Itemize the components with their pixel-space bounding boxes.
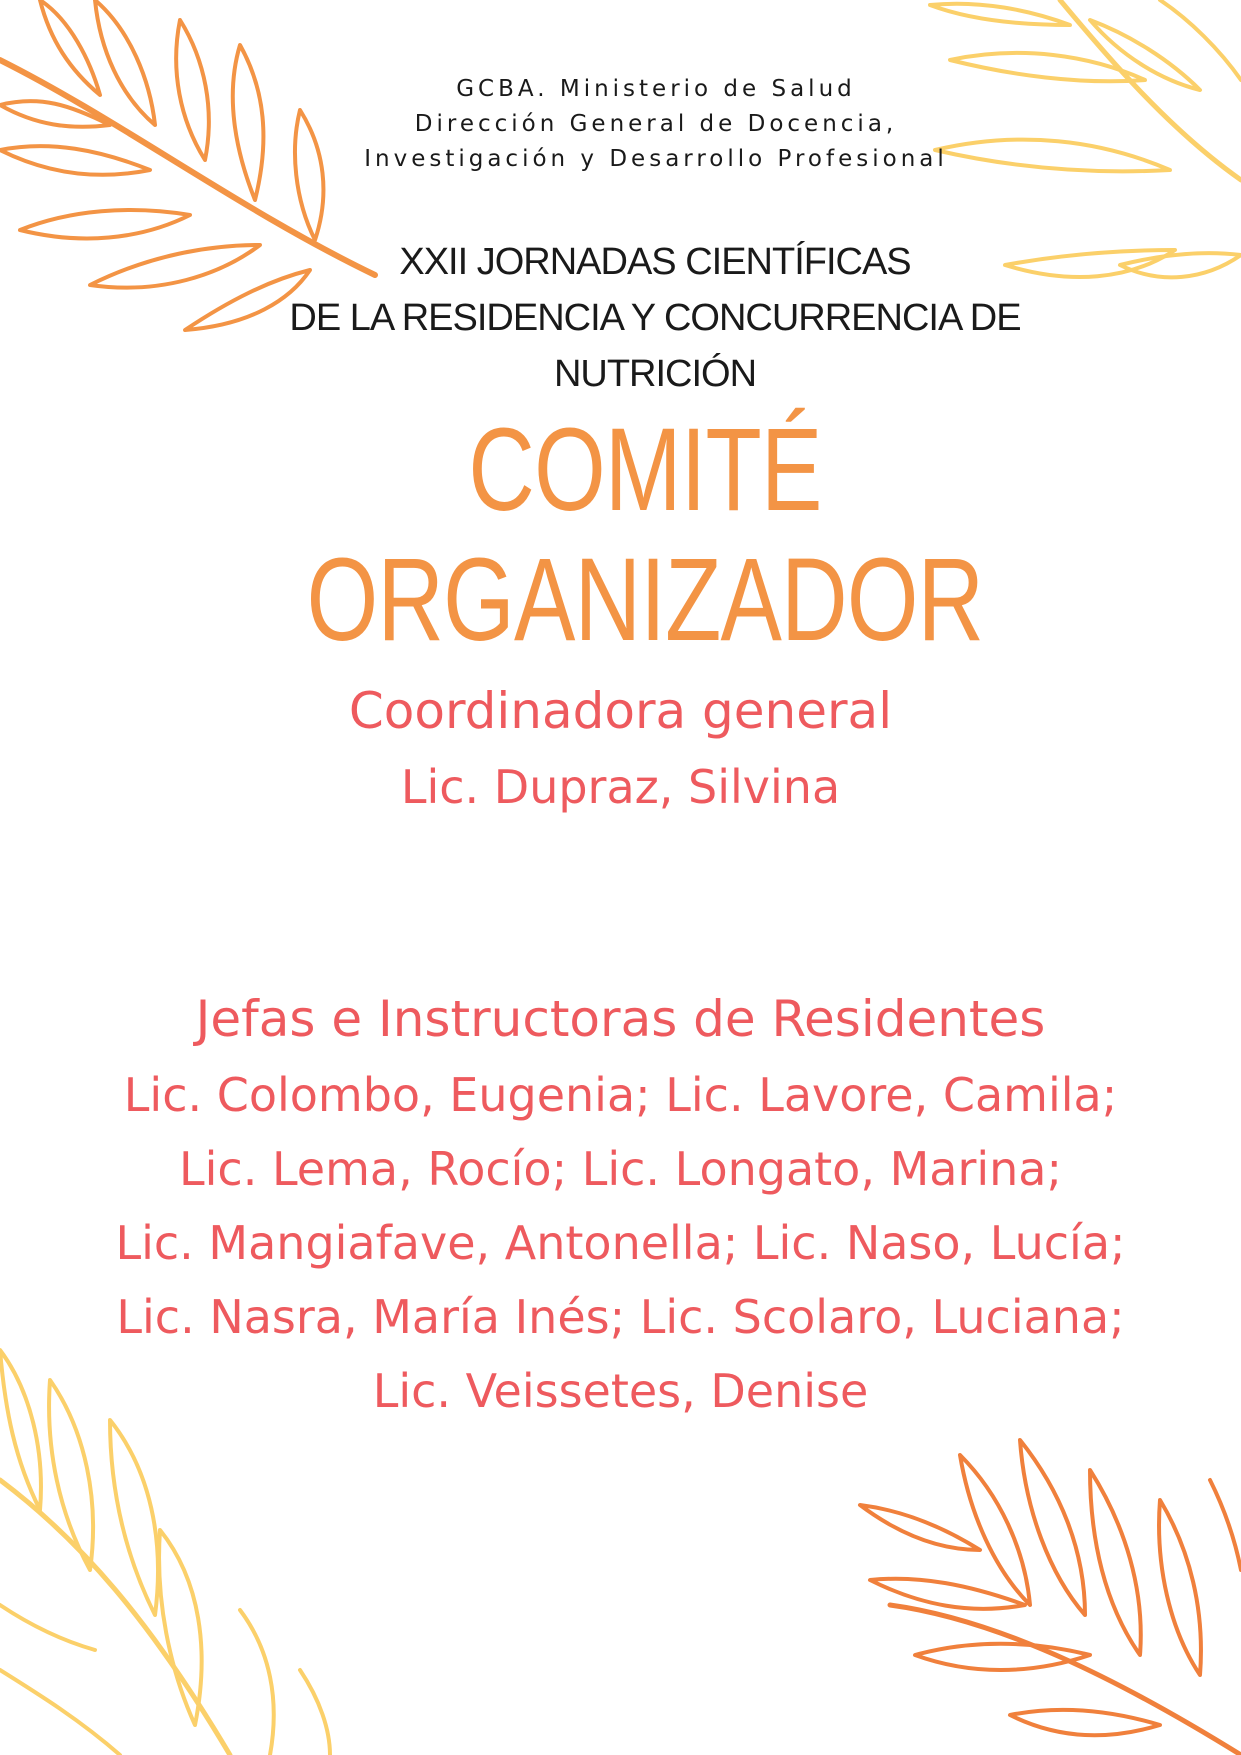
member-line: Lic. Veissetes, Denise xyxy=(372,1364,869,1418)
page-title: COMITÉ ORGANIZADOR xyxy=(306,404,984,666)
event-line-2: DE LA RESIDENCIA Y CONCURRENCIA DE NUTRICIÓN xyxy=(289,297,1021,395)
leaf-branch-icon xyxy=(860,1440,1241,1755)
section-heading: Coordinadora general xyxy=(348,682,893,740)
coordinadora-section xyxy=(60,672,1181,824)
member-line: Lic. Nasra, María Inés; Lic. Scolaro, Luciana; xyxy=(116,1290,1125,1344)
coordinadora-name: Lic. Dupraz, Silvina xyxy=(400,760,841,814)
member-line: Lic. Colombo, Eugenia; Lic. Lavore, Camila; xyxy=(123,1068,1118,1122)
org-line-1: GCBA. Ministerio de Salud xyxy=(456,76,856,102)
member-line: Lic. Lema, Rocío; Lic. Longato, Marina; xyxy=(179,1142,1062,1196)
event-line-1: XXII JORNADAS CIENTÍFICAS xyxy=(399,241,911,283)
org-line-2: Dirección General de Docencia, xyxy=(414,111,898,137)
org-line-3: Investigación y Desarrollo Profesional xyxy=(364,146,948,172)
member-line: Lic. Mangiafave, Antonella; Lic. Naso, Lucía; xyxy=(115,1216,1126,1270)
section-heading: Jefas e Instructoras de Residentes xyxy=(195,990,1046,1048)
event-title xyxy=(270,234,1040,402)
jefas-section xyxy=(60,980,1181,1428)
organization-header xyxy=(320,72,992,177)
